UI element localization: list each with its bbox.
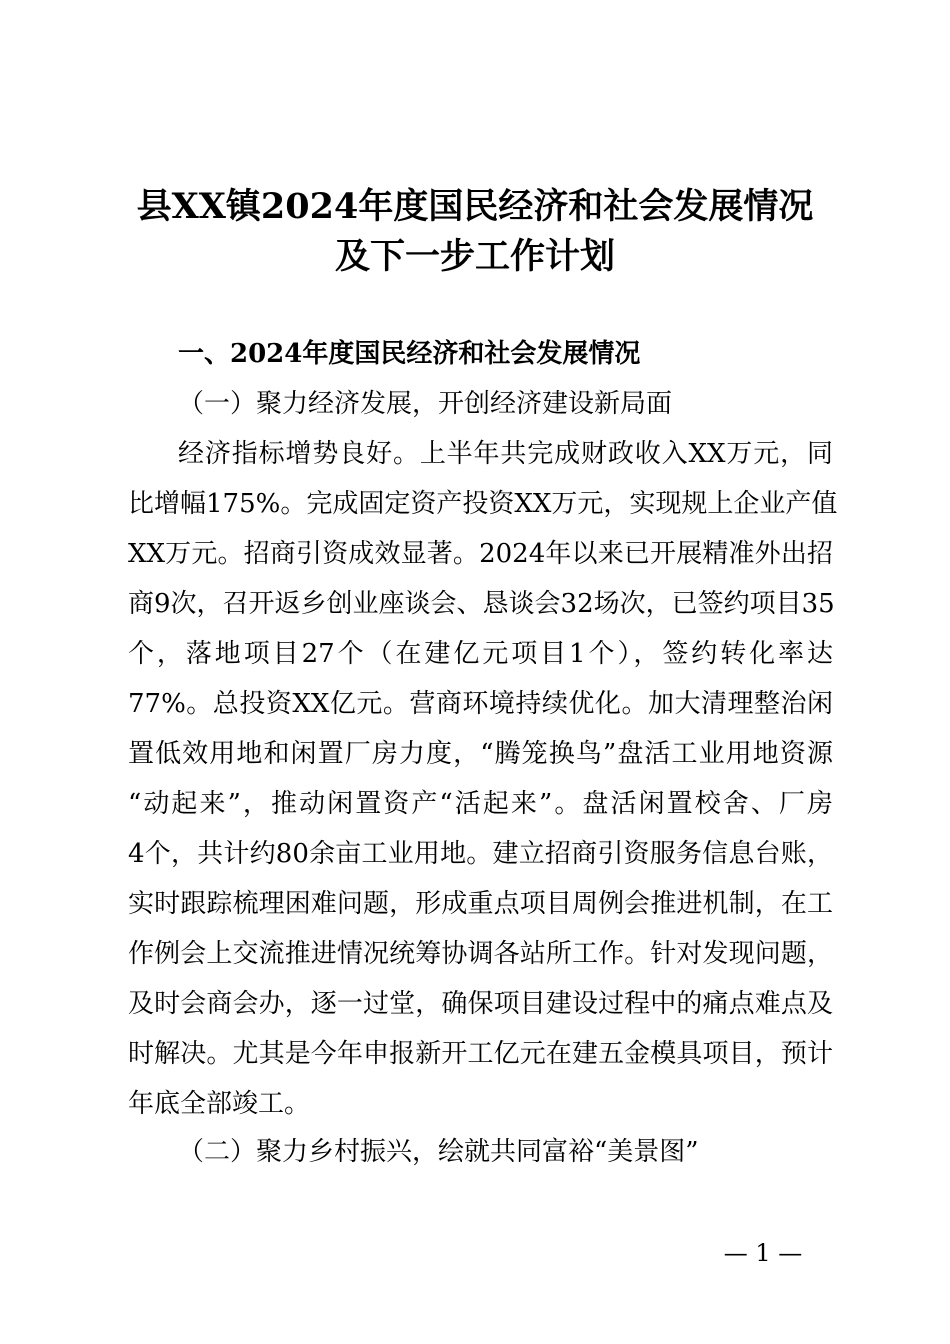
paragraph-line: 及时会商会办，逐一过堂，确保项目建设过程中的痛点难点及 xyxy=(128,989,833,1019)
paragraph-line: 77%。总投资XX亿元。营商环境持续优化。加大清理整治闲 xyxy=(128,689,833,719)
title-line-1: 县XX镇2024年度国民经济和社会发展情况 xyxy=(136,186,814,227)
paragraph-line: 置低效用地和闲置厂房力度，“腾笼换鸟”盘活工业用地资源 xyxy=(128,739,833,769)
subsection-heading-1: （一）聚力经济发展，开创经济建设新局面 xyxy=(178,389,673,419)
document-title xyxy=(80,182,870,282)
paragraph-line: 商9次，召开返乡创业座谈会、恳谈会32场次，已签约项目35 xyxy=(128,589,835,619)
paragraph-line: 作例会上交流推进情况统筹协调各站所工作。针对发现问题， xyxy=(128,939,833,969)
body-paragraph xyxy=(128,429,838,1129)
paragraph-line: “动起来”，推动闲置资产“活起来”。盘活闲置校舍、厂房 xyxy=(128,789,833,819)
paragraph-line: 时解决。尤其是今年申报新开工亿元在建五金模具项目，预计 xyxy=(128,1039,833,1069)
paragraph-line: 实时跟踪梳理困难问题，形成重点项目周例会推进机制，在工 xyxy=(128,889,833,919)
paragraph-line: 4个，共计约80余亩工业用地。建立招商引资服务信息台账， xyxy=(128,839,833,869)
section-heading: 一、2024年度国民经济和社会发展情况 xyxy=(178,339,641,369)
subsection-heading-2: （二）聚力乡村振兴，绘就共同富裕“美景图” xyxy=(178,1137,699,1167)
paragraph-line: 比增幅175%。完成固定资产投资XX万元，实现规上企业产值 xyxy=(128,489,838,519)
paragraph-line: 年底全部竣工。 xyxy=(128,1089,311,1119)
paragraph-line: XX万元。招商引资成效显著。2024年以来已开展精准外出招 xyxy=(128,539,833,569)
paragraph-line: 个，落地项目27个（在建亿元项目1个），签约转化率达 xyxy=(128,639,833,669)
page-number: — 1 — xyxy=(723,1239,803,1267)
title-line-2: 及下一步工作计划 xyxy=(334,236,615,277)
paragraph-line: 经济指标增势良好。上半年共完成财政收入XX万元，同 xyxy=(178,439,833,469)
